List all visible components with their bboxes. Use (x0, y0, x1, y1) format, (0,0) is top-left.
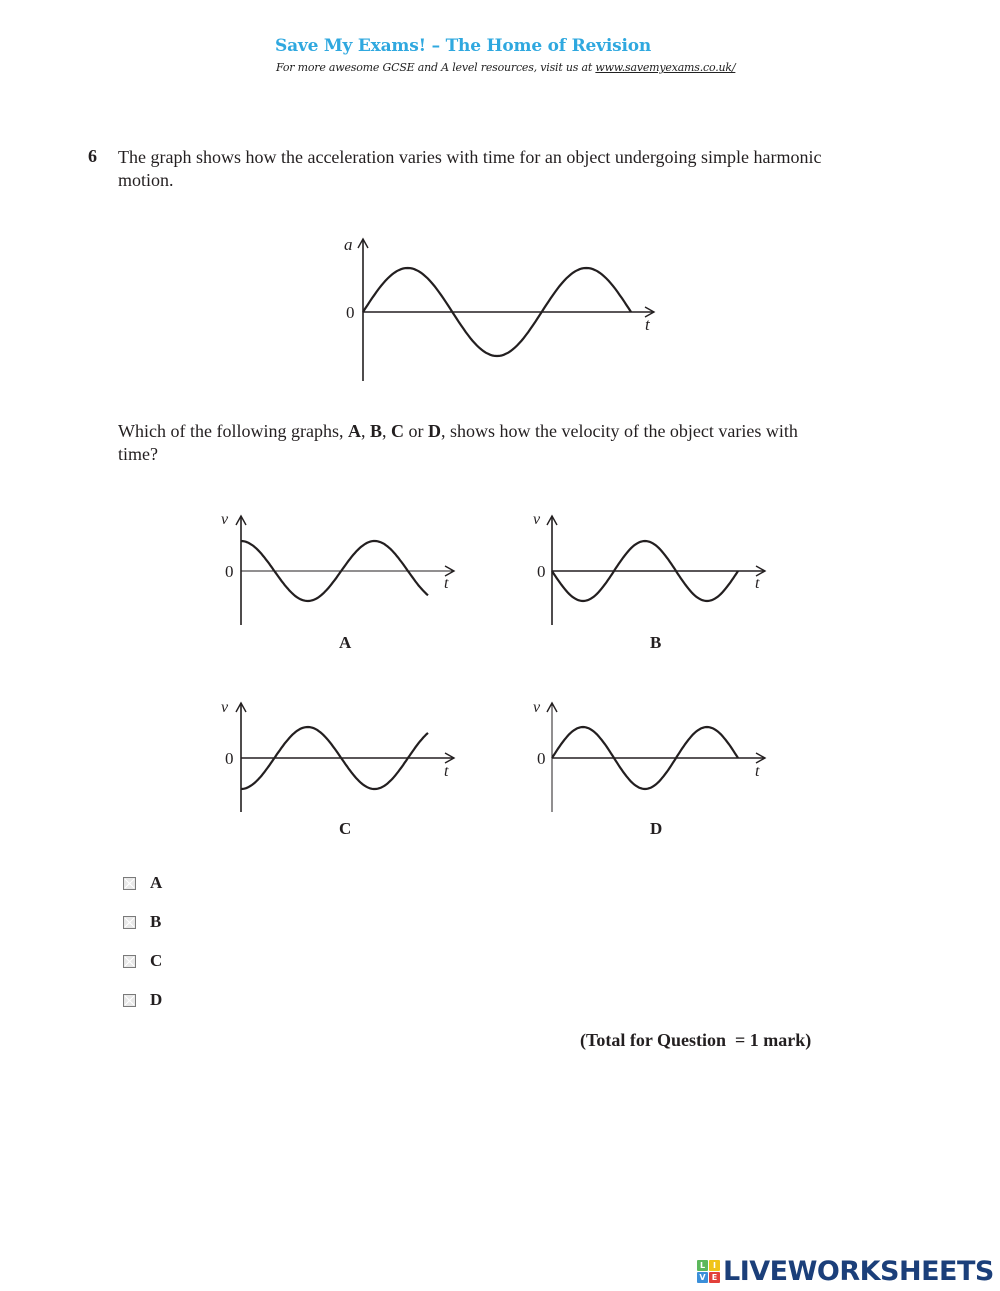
origin-label: 0 (225, 562, 234, 581)
checkbox-c[interactable] (123, 955, 136, 968)
prompt-text: , (381, 421, 391, 441)
logo-tile: V (697, 1272, 708, 1283)
origin-label: 0 (537, 749, 546, 768)
prompt-text: or (403, 421, 428, 441)
graph-d (533, 699, 765, 838)
logo-tile: E (709, 1272, 720, 1283)
subtitle-text: For more awesome GCSE and A level resources, visit us at (276, 61, 596, 74)
prompt-option-b: B (369, 421, 382, 441)
graph-c (221, 699, 454, 838)
choice-label-c: C (150, 951, 163, 970)
question-stem: The graph shows how the acceleration varies with time for an object undergoing simple harmonic motion. (118, 147, 822, 190)
logo-tile: L (697, 1260, 708, 1271)
t-axis-label: t (645, 315, 650, 334)
choice-label-b: B (150, 912, 162, 931)
logo-text: LIVEWORKSHEETS (723, 1256, 994, 1287)
site-link[interactable]: www.savemyexams.co.uk/ (595, 61, 736, 74)
total-marks: (Total for Question = 1 mark) (580, 1030, 812, 1050)
checkbox-d[interactable] (123, 994, 136, 1007)
acceleration-graph (344, 235, 654, 381)
t-axis-label: t (444, 575, 449, 592)
v-axis-label: v (533, 511, 541, 528)
choice-a[interactable] (123, 873, 162, 893)
choice-b[interactable] (123, 912, 161, 932)
question-number: 6 (88, 146, 97, 166)
a-axis-label: a (344, 235, 353, 254)
origin-label: 0 (346, 303, 355, 322)
liveworksheets-logo (697, 1258, 994, 1285)
v-axis-label: v (533, 699, 541, 716)
choice-label-d: D (150, 990, 163, 1009)
choice-c[interactable] (123, 951, 162, 971)
site-title: Save My Exams! – The Home of Revision (275, 36, 652, 56)
logo-tiles-icon (697, 1260, 720, 1283)
prompt-option-c: C (390, 421, 404, 441)
prompt-text: , (360, 421, 370, 441)
graph-label-b: B (650, 633, 662, 652)
t-axis-label: t (755, 575, 760, 592)
v-axis-label: v (221, 511, 229, 528)
choice-label-a: A (150, 873, 163, 892)
origin-label: 0 (537, 562, 546, 581)
graph-label-c: C (339, 819, 352, 838)
prompt-text: , shows how the velocity of the object varies with time? (118, 421, 798, 464)
choice-d[interactable] (123, 990, 162, 1010)
graph-a (221, 511, 454, 652)
origin-label: 0 (225, 749, 234, 768)
t-axis-label: t (755, 763, 760, 780)
checkbox-a[interactable] (123, 877, 136, 890)
prompt-option-d: D (427, 421, 441, 441)
logo-tile: I (709, 1260, 720, 1271)
v-axis-label: v (221, 699, 229, 716)
checkbox-b[interactable] (123, 916, 136, 929)
prompt-text: Which of the following graphs, (118, 421, 348, 441)
prompt-option-a: A (347, 421, 361, 441)
graph-label-a: A (339, 633, 352, 652)
graph-label-d: D (650, 819, 663, 838)
t-axis-label: t (444, 763, 449, 780)
graph-b (533, 511, 765, 652)
